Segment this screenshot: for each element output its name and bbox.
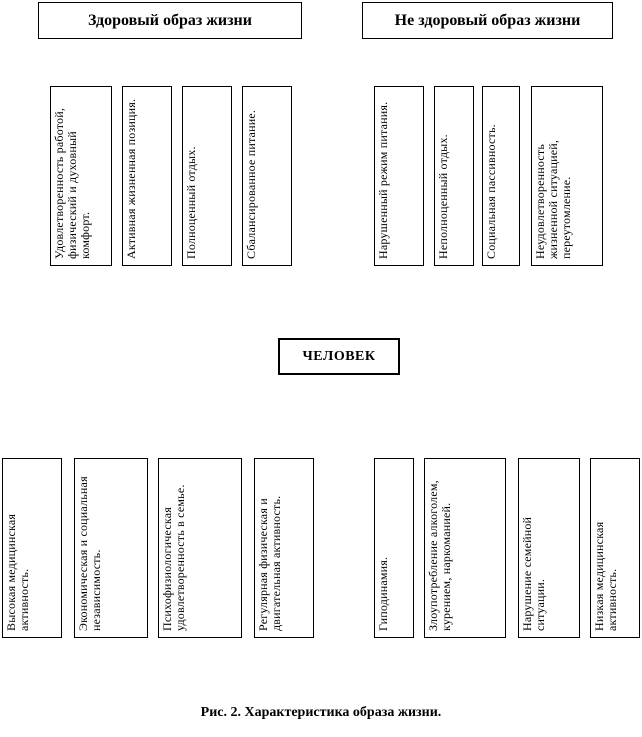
factor-label: Неудовлетворенность жизненной ситуацией, переутомление. bbox=[533, 139, 573, 259]
factor-label: Злоупотребление алкоголем, курением, наркоманией. bbox=[426, 480, 453, 631]
factor-box bbox=[482, 86, 520, 266]
factor-box bbox=[74, 458, 148, 638]
factor-box bbox=[50, 86, 112, 266]
factor-box bbox=[242, 86, 292, 266]
factor-box bbox=[590, 458, 640, 638]
factor-label: Нарушение семейной ситуации. bbox=[520, 516, 547, 631]
factor-label: Регулярная физическая и двигательная активность. bbox=[256, 495, 283, 631]
factor-box bbox=[254, 458, 314, 638]
factor-box bbox=[122, 86, 172, 266]
header-healthy bbox=[38, 2, 302, 39]
factor-label: Нарушенный режим питания. bbox=[376, 101, 390, 259]
center-label: ЧЕЛОВЕК bbox=[302, 348, 376, 364]
factor-label: Удовлетворенность работой, физический и духовный комфорт. bbox=[52, 107, 92, 259]
factor-label: Неполноценный отдых. bbox=[436, 134, 450, 259]
factor-label: Высокая медицинская активность. bbox=[4, 513, 31, 631]
factor-box bbox=[158, 458, 242, 638]
factor-label: Гиподинамия. bbox=[376, 556, 390, 631]
factor-box bbox=[374, 458, 414, 638]
factor-box bbox=[182, 86, 232, 266]
factor-box bbox=[518, 458, 580, 638]
factor-label: Психофизиологическая удовлетворенность в семье. bbox=[160, 484, 187, 631]
factor-label: Низкая медицинская активность. bbox=[592, 521, 619, 631]
factor-label: Активная жизненная позиция. bbox=[124, 98, 138, 259]
factor-box bbox=[434, 86, 474, 266]
factor-box bbox=[531, 86, 603, 266]
factor-box bbox=[424, 458, 506, 638]
factor-label: Социальная пассивность. bbox=[484, 124, 498, 259]
header-healthy-label: Здоровый образ жизни bbox=[87, 11, 252, 29]
factor-box bbox=[2, 458, 62, 638]
factor-label: Сбалансированное питание. bbox=[244, 109, 258, 259]
factor-label: Полноценный отдых. bbox=[184, 146, 198, 259]
header-unhealthy-label: Не здоровый образ жизни bbox=[394, 11, 581, 29]
center-node bbox=[278, 338, 400, 375]
figure-caption: Рис. 2. Характеристика образа жизни. bbox=[200, 705, 442, 720]
header-unhealthy bbox=[362, 2, 613, 39]
factor-label: Экономическая и социальная независимость. bbox=[76, 476, 103, 631]
factor-box bbox=[374, 86, 424, 266]
